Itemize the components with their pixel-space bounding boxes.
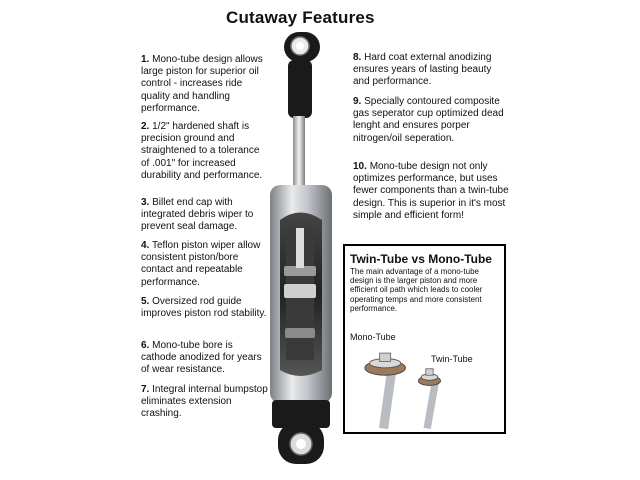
twin-tube-nut: [426, 369, 433, 375]
twin-tube-rod: [424, 382, 439, 429]
shock-cutaway-image: [258, 30, 348, 470]
feature-3-text: Billet end cap with integrated debris wiper to prevent seal damage.: [141, 197, 254, 233]
feature-3: [141, 197, 269, 234]
twin-tube-label: Twin-Tube: [431, 354, 473, 364]
feature-9: [353, 96, 509, 145]
feature-4-text: Teflon piston wiper allow consistent piston/bore contact and repeatable performance.: [141, 240, 261, 288]
feature-10-number: 10.: [353, 161, 367, 172]
feature-8: [353, 52, 509, 89]
feature-8-number: 8.: [353, 52, 362, 63]
gas-separator: [285, 328, 315, 338]
comparison-box: [343, 244, 506, 434]
feature-5-number: 5.: [141, 296, 150, 307]
feature-1-text: Mono-tube design allows large piston for superior oil control - increases ride quality and handling performance.: [141, 54, 263, 114]
feature-4-number: 4.: [141, 240, 150, 251]
feature-7: [141, 384, 269, 421]
top-cap: [288, 60, 312, 118]
internal-rod: [296, 228, 304, 268]
feature-9-text: Specially contoured composite gas seperator cup optimized dead lenght and ensures porper nitrogen/oil seperation.: [353, 96, 504, 144]
feature-1: [141, 54, 269, 115]
comparison-description: The main advantage of a mono-tube design is the larger piston and more efficient oil path which leads to cooler operating temps and more consistent performance.: [350, 267, 483, 313]
top-eye-hole: [296, 42, 304, 50]
piston-rod: [293, 116, 305, 188]
mono-tube-nut: [380, 353, 391, 361]
feature-5: [141, 296, 269, 320]
feature-2: [141, 121, 269, 182]
feature-1-number: 1.: [141, 54, 150, 65]
feature-2-number: 2.: [141, 121, 150, 132]
feature-7-number: 7.: [141, 384, 150, 395]
feature-9-number: 9.: [353, 96, 362, 107]
feature-10-text: Mono-tube design not only optimizes performance, but uses fewer components than a twin-tube design. This is superior in it's most simple and efficient form!: [353, 161, 509, 221]
feature-6-text: Mono-tube bore is cathode anodized for years of wear resistance.: [141, 340, 262, 376]
page-title: Cutaway Features: [226, 8, 375, 27]
internal-piston: [284, 284, 316, 298]
feature-3-number: 3.: [141, 197, 150, 208]
feature-2-text: 1/2" hardened shaft is precision ground and straightened to a tolerance of .001" for increased durability and performance.: [141, 121, 263, 181]
feature-6: [141, 340, 269, 377]
bottom-eye-hole: [296, 439, 306, 449]
feature-6-number: 6.: [141, 340, 150, 351]
tube-comparison-image: [363, 348, 483, 432]
mono-tube-rod: [379, 367, 397, 429]
feature-7-text: Integral internal bumpstop eliminates extension crashing.: [141, 384, 268, 420]
feature-10: [353, 161, 509, 222]
mono-tube-label: Mono-Tube: [350, 332, 396, 342]
feature-8-text: Hard coat external anodizing ensures years of lasting beauty and performance.: [353, 52, 492, 88]
comparison-title: Twin-Tube vs Mono-Tube: [350, 252, 492, 266]
feature-5-text: Oversized rod guide improves piston rod stability.: [141, 296, 267, 320]
feature-4: [141, 240, 269, 289]
